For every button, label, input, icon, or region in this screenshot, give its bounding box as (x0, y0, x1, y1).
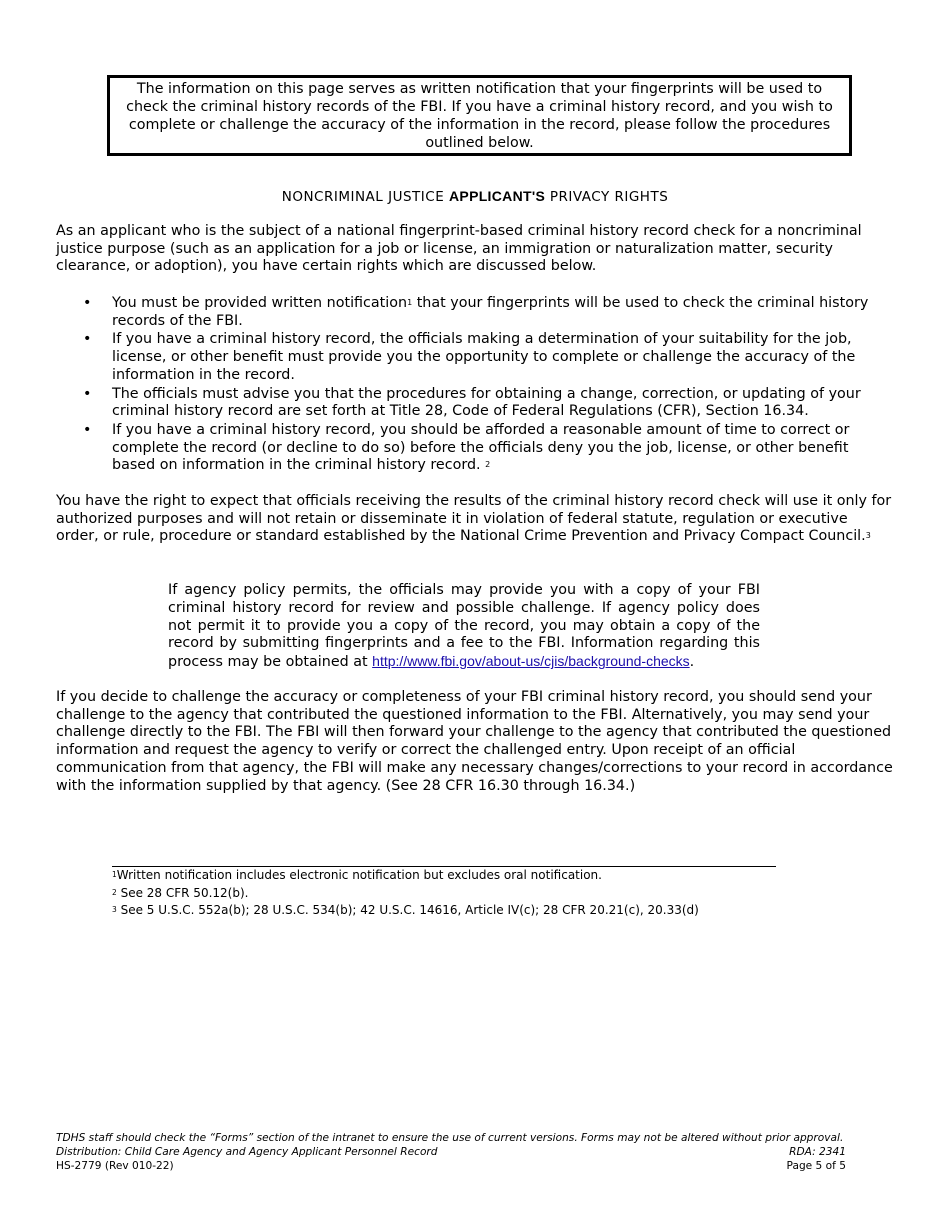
bullet-icon: • (83, 385, 92, 402)
footnote-number: 3 (112, 905, 117, 914)
bullet-text: The officials must advise you that the procedures for obtaining a change, correction, or updating of your criminal history record are set forth at Title 28, Code of Federal Regulations (CFR), Section 16.34. (112, 385, 861, 420)
footnote-3 (112, 902, 832, 920)
footnote-2 (112, 885, 832, 903)
footnote-ref: 1 (407, 298, 413, 307)
footer-form-row (56, 1159, 846, 1173)
footer-distribution: Distribution: Child Care Agency and Agency Applicant Personnel Record (56, 1146, 438, 1159)
footnote-ref: 3 (865, 531, 871, 541)
rights-paragraph (56, 493, 894, 546)
footnotes (112, 867, 832, 920)
copy-policy-end: . (689, 654, 695, 671)
footnote-text: Written notification includes electronic notification but excludes oral notification. (116, 868, 602, 882)
bullet-icon: • (83, 331, 92, 348)
rights-text: You have the right to expect that officials receiving the results of the criminal history record check will use it only for authorized purposes and will not retain or disseminate it in violation of federal statute, regulation or executive order, or rule, procedure or standard established by the National Crime Prevention and Privacy Compact Council. (56, 493, 892, 545)
bullet-icon: • (83, 421, 92, 438)
list-item (56, 295, 894, 330)
section-title (0, 188, 950, 205)
fbi-background-checks-link[interactable]: http://www.fbi.gov/about-us/cjis/background-checks (372, 653, 690, 670)
notification-box (107, 75, 852, 156)
footnote-1 (112, 867, 832, 885)
title-part-3: PRIVACY RIGHTS (545, 189, 669, 205)
footer-page-number: Page 5 of 5 (786, 1160, 846, 1173)
list-item (56, 422, 894, 475)
challenge-paragraph: If you decide to challenge the accuracy or completeness of your FBI criminal history record, you should send your challenge to the agency that contributed the questioned information to the FBI. Alternatively, you may send your challenge directly to the FBI. The FBI will then forward your challenge to the agency that contributed the questioned information and request the agency to verify or correct the challenged entry. Upon receipt of an official communication from that agency, the FBI will make any necessary changes/corrections to your record in accordance with the information supplied by that agency. (See 28 CFR 16.30 through 16.34.) (56, 689, 893, 794)
list-item (56, 331, 894, 384)
footer-distribution-row (56, 1145, 846, 1159)
footnote-number: 1 (112, 870, 117, 879)
footnote-text: See 28 CFR 50.12(b). (116, 885, 249, 900)
bullet-text: You must be provided written notification (112, 295, 408, 311)
footnote-text: See 5 U.S.C. 552a(b); 28 U.S.C. 534(b); 42 U.S.C. 14616, Article IV(c); 28 CFR 20.21(c), 20.33(d) (116, 903, 699, 917)
footnote-ref: 2 (485, 460, 491, 470)
bullet-icon: • (83, 295, 92, 311)
bullet-text: If you have a criminal history record, the officials making a determination of your suitability for the job, license, or other benefit must provide you the opportunity to complete or challenge the accuracy of the information in the record. (112, 331, 856, 383)
intro-paragraph: As an applicant who is the subject of a national fingerprint-based criminal history record check for a noncriminal justice purpose (such as an application for a job or license, an immigration or naturalization matter, security clearance, or adoption), you have certain rights which are discussed below. (56, 223, 862, 275)
copy-policy-text: If agency policy permits, the officials may provide you with a copy of your FBI criminal history record for review and possible challenge. If agency policy does not permit it to provide you a copy of the record, you may obtain a copy of the record by submitting fingerprints and a fee to the FBI. Information regarding this process may be obtained at (168, 582, 760, 671)
notification-text: The information on this page serves as written notification that your fingerprints will be used to check the criminal history records of the FBI. If you have a criminal history record, and you wish to complete or challenge the accuracy of the information in the record, please follow the procedures outlined below. (126, 81, 833, 151)
bullet-text: that your fingerprints will be used to check the criminal history records of the FBI. (112, 295, 869, 329)
page-footer (56, 1131, 846, 1174)
title-part-2: APPLICANT'S (449, 188, 546, 204)
footnote-number: 2 (112, 887, 117, 897)
footer-rda: RDA: 2341 (789, 1146, 846, 1159)
copy-policy-paragraph (168, 582, 760, 672)
list-item (56, 386, 894, 421)
bullet-text: If you have a criminal history record, you should be afforded a reasonable amount of time to correct or complete the record (or decline to do so) before the officials deny you the job, license, or other benefit based on information in the criminal history record. (112, 421, 850, 474)
title-part-1: NONCRIMINAL JUSTICE (281, 189, 450, 205)
footer-form-id: HS-2779 (Rev 010-22) (56, 1160, 174, 1173)
footer-instruction: TDHS staff should check the “Forms” section of the intranet to ensure the use of current versions. Forms may not be altered without prior approval. (56, 1132, 844, 1144)
rights-list (56, 295, 894, 476)
